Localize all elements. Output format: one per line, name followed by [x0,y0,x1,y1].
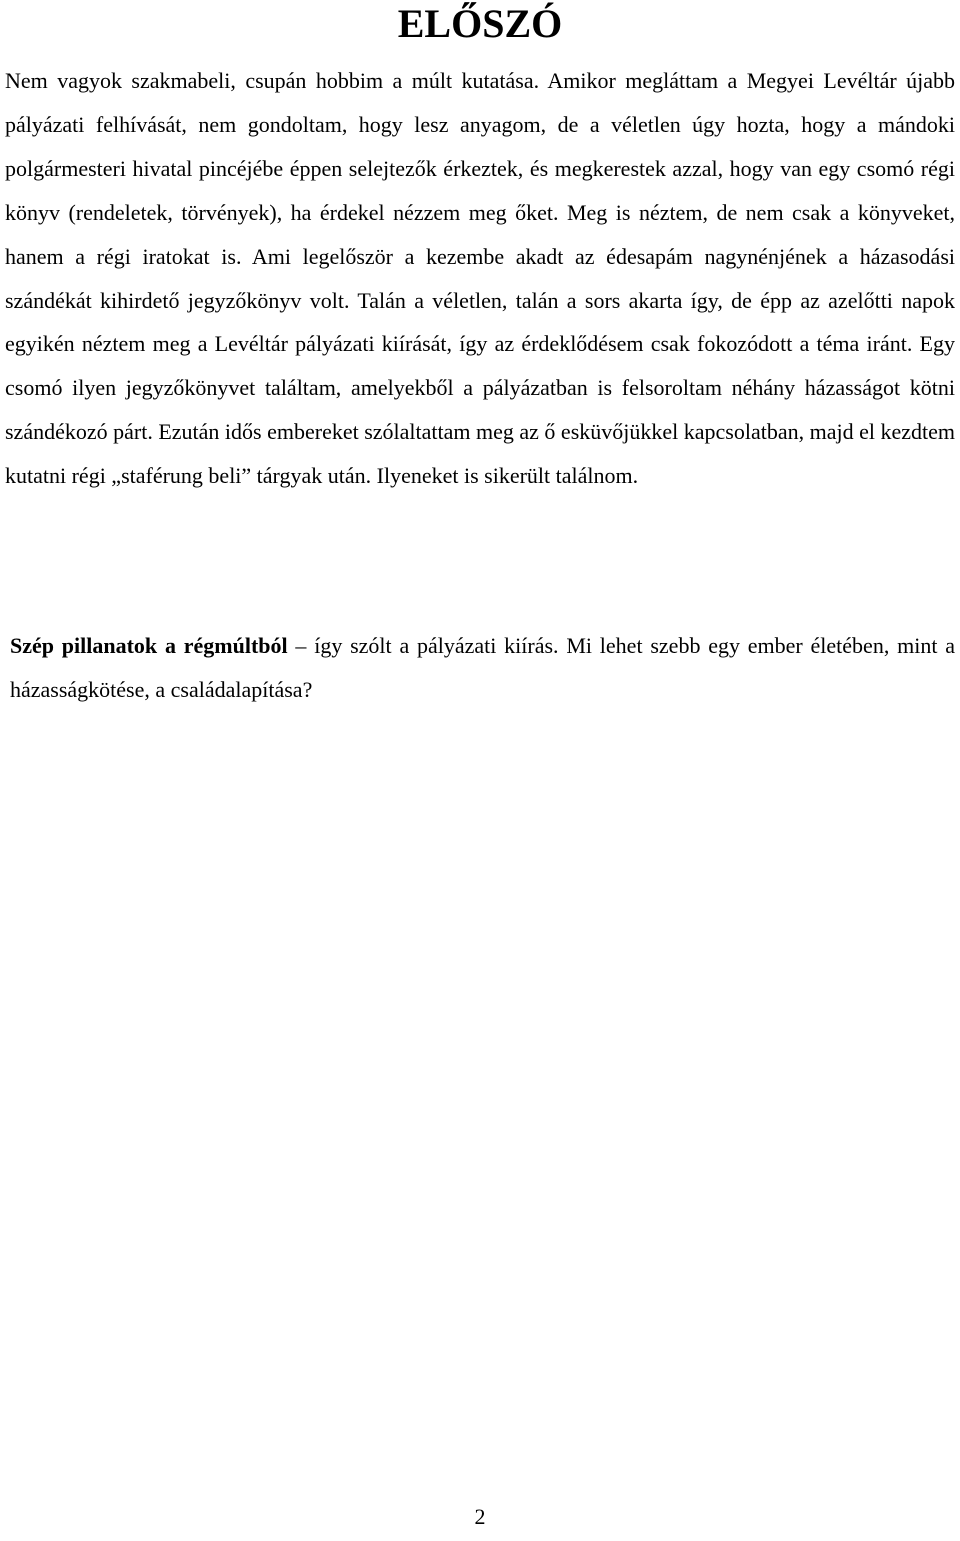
page-title: ELŐSZÓ [397,1,563,46]
paragraph-intro: Nem vagyok szakmabeli, csupán hobbim a múlt kutatása. Amikor megláttam a Megyei Levéltár újabb pályázati felhívását, nem gondoltam, hogy lesz anyagom, de a véletlen úgy hozta, hogy a mándoki polgármesteri hivatal pincéjébe éppen selejtezők érkeztek, és megkerestek azzal, hogy van egy csomó régi könyv (rendeletek, törvények), ha érdekel nézzem meg őket. Meg is néztem, de nem csak a könyveket, hanem a régi iratokat is. Ami legelőször a kezembe akadt az édesapám nagynénjének a házasodási szándékát kihirdető jegyzőkönyv volt. Talán a véletlen, talán a sors akarta így, de épp az azelőtti napok egyikén néztem meg a Levéltár pályázati kiírását, így az érdeklődésem csak fokozódott a téma iránt. Egy csomó ilyen jegyzőkönyvet találtam, amelyekből a pályázatban is felsoroltam néhány házasságot kötni szándékozó párt. Ezután idős embereket szólaltattam meg az ő esküvőjükkel kapcsolatban, majd el kezdtem kutatni régi „staférung beli” tárgyak után. Ilyeneket is sikerült találnom. [5,68,955,489]
page-number: 2 [474,1504,486,1529]
paragraph-bold-lead: Szép pillanatok a régmúltból [10,633,288,658]
paragraph-theme-text: – így szólt a pályázati kiírás. Mi lehet szebb egy ember életében, mint a házasságkötése, a családalapítása? [10,633,956,702]
paragraph-theme [5,624,955,712]
